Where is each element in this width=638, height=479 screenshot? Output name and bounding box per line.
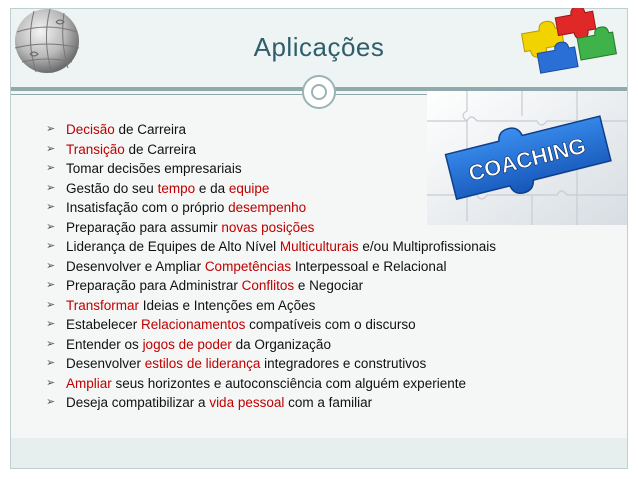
highlight-text: novas posições: [221, 219, 315, 235]
list-item: [46, 257, 626, 277]
list-item: [46, 140, 626, 160]
item-text: integradores e construtivos: [260, 356, 427, 371]
coaching-label: COACHING: [465, 132, 589, 187]
arrow-bullet-icon: ➢: [46, 181, 56, 194]
highlight-text: vida pessoal: [209, 395, 285, 410]
item-text: Preparação para Administrar: [66, 278, 242, 293]
list-item: [46, 335, 626, 355]
list-item: [46, 315, 626, 335]
item-text: seus horizontes e autoconsciência com alguém experiente: [111, 375, 466, 391]
arrow-bullet-icon: ➢: [46, 396, 56, 408]
item-text: Insatisfação com o próprio: [66, 200, 229, 215]
item-text: compatíveis com o discurso: [245, 317, 416, 332]
applications-list: [46, 120, 626, 413]
highlight-text: desempenho: [228, 200, 307, 215]
item-text: e Negociar: [294, 278, 364, 293]
item-text: Desenvolver e Ampliar: [66, 258, 205, 274]
list-item: [46, 237, 626, 257]
arrow-bullet-icon: ➢: [46, 142, 56, 155]
list-item: [46, 374, 626, 394]
item-text: Deseja compatibilizar a: [66, 395, 210, 410]
arrow-bullet-icon: ➢: [46, 337, 56, 350]
list-item: [46, 120, 626, 140]
item-text: de Carreira: [124, 141, 197, 157]
footer-band: [11, 438, 627, 468]
puzzle-pieces-icon: [516, 8, 620, 80]
arrow-bullet-icon: ➢: [46, 318, 56, 330]
item-text: Ideias e Intenções em Ações: [139, 297, 316, 313]
list-item: [46, 296, 626, 316]
list-item: [46, 354, 626, 374]
highlight-text: Ampliar: [66, 375, 112, 391]
highlight-text: equipe: [228, 180, 270, 196]
arrow-bullet-icon: ➢: [46, 201, 56, 213]
highlight-text: Transformar: [66, 297, 140, 313]
slide-title: Aplicações: [253, 32, 385, 62]
item-text: de Carreira: [114, 122, 187, 137]
item-text: da Organização: [231, 336, 331, 352]
arrow-bullet-icon: ➢: [46, 220, 56, 233]
list-item: [46, 198, 626, 218]
highlight-text: Transição: [66, 141, 125, 157]
item-text: Estabelecer: [66, 317, 142, 332]
item-text: Tomar decisões empresariais: [66, 161, 242, 176]
arrow-bullet-icon: ➢: [46, 376, 56, 389]
highlight-text: Conflitos: [241, 278, 295, 293]
puzzle-globe-icon: [12, 4, 82, 76]
highlight-text: Decisão: [66, 122, 115, 137]
arrow-bullet-icon: ➢: [46, 259, 56, 272]
arrow-bullet-icon: ➢: [46, 357, 56, 369]
arrow-bullet-icon: ➢: [46, 162, 56, 174]
ring-ornament-icon: [302, 75, 336, 109]
list-item: [46, 179, 626, 199]
arrow-bullet-icon: ➢: [46, 240, 56, 252]
item-text: Interpessoal e Relacional: [291, 258, 447, 274]
highlight-text: jogos de poder: [142, 336, 232, 352]
list-item: [46, 393, 626, 413]
highlight-text: Multiculturais: [279, 239, 359, 254]
item-text: Desenvolver: [66, 356, 145, 371]
item-text: Entender os: [66, 336, 143, 352]
list-item: [46, 159, 626, 179]
highlight-text: estilos de liderança: [144, 356, 261, 371]
item-text: e/ou Multiprofissionais: [358, 239, 496, 254]
list-item: [46, 276, 626, 296]
arrow-bullet-icon: ➢: [46, 298, 56, 311]
item-text: Preparação para assumir: [66, 219, 222, 235]
item-text: Gestão do seu: [66, 180, 158, 196]
highlight-text: Competências: [204, 258, 292, 274]
highlight-text: Relacionamentos: [141, 317, 246, 332]
arrow-bullet-icon: ➢: [46, 123, 56, 135]
item-text: e da: [195, 180, 229, 196]
item-text: com a familiar: [284, 395, 373, 410]
highlight-text: tempo: [157, 180, 196, 196]
arrow-bullet-icon: ➢: [46, 279, 56, 291]
item-text: Liderança de Equipes de Alto Nível: [66, 239, 280, 254]
list-item: [46, 218, 626, 238]
